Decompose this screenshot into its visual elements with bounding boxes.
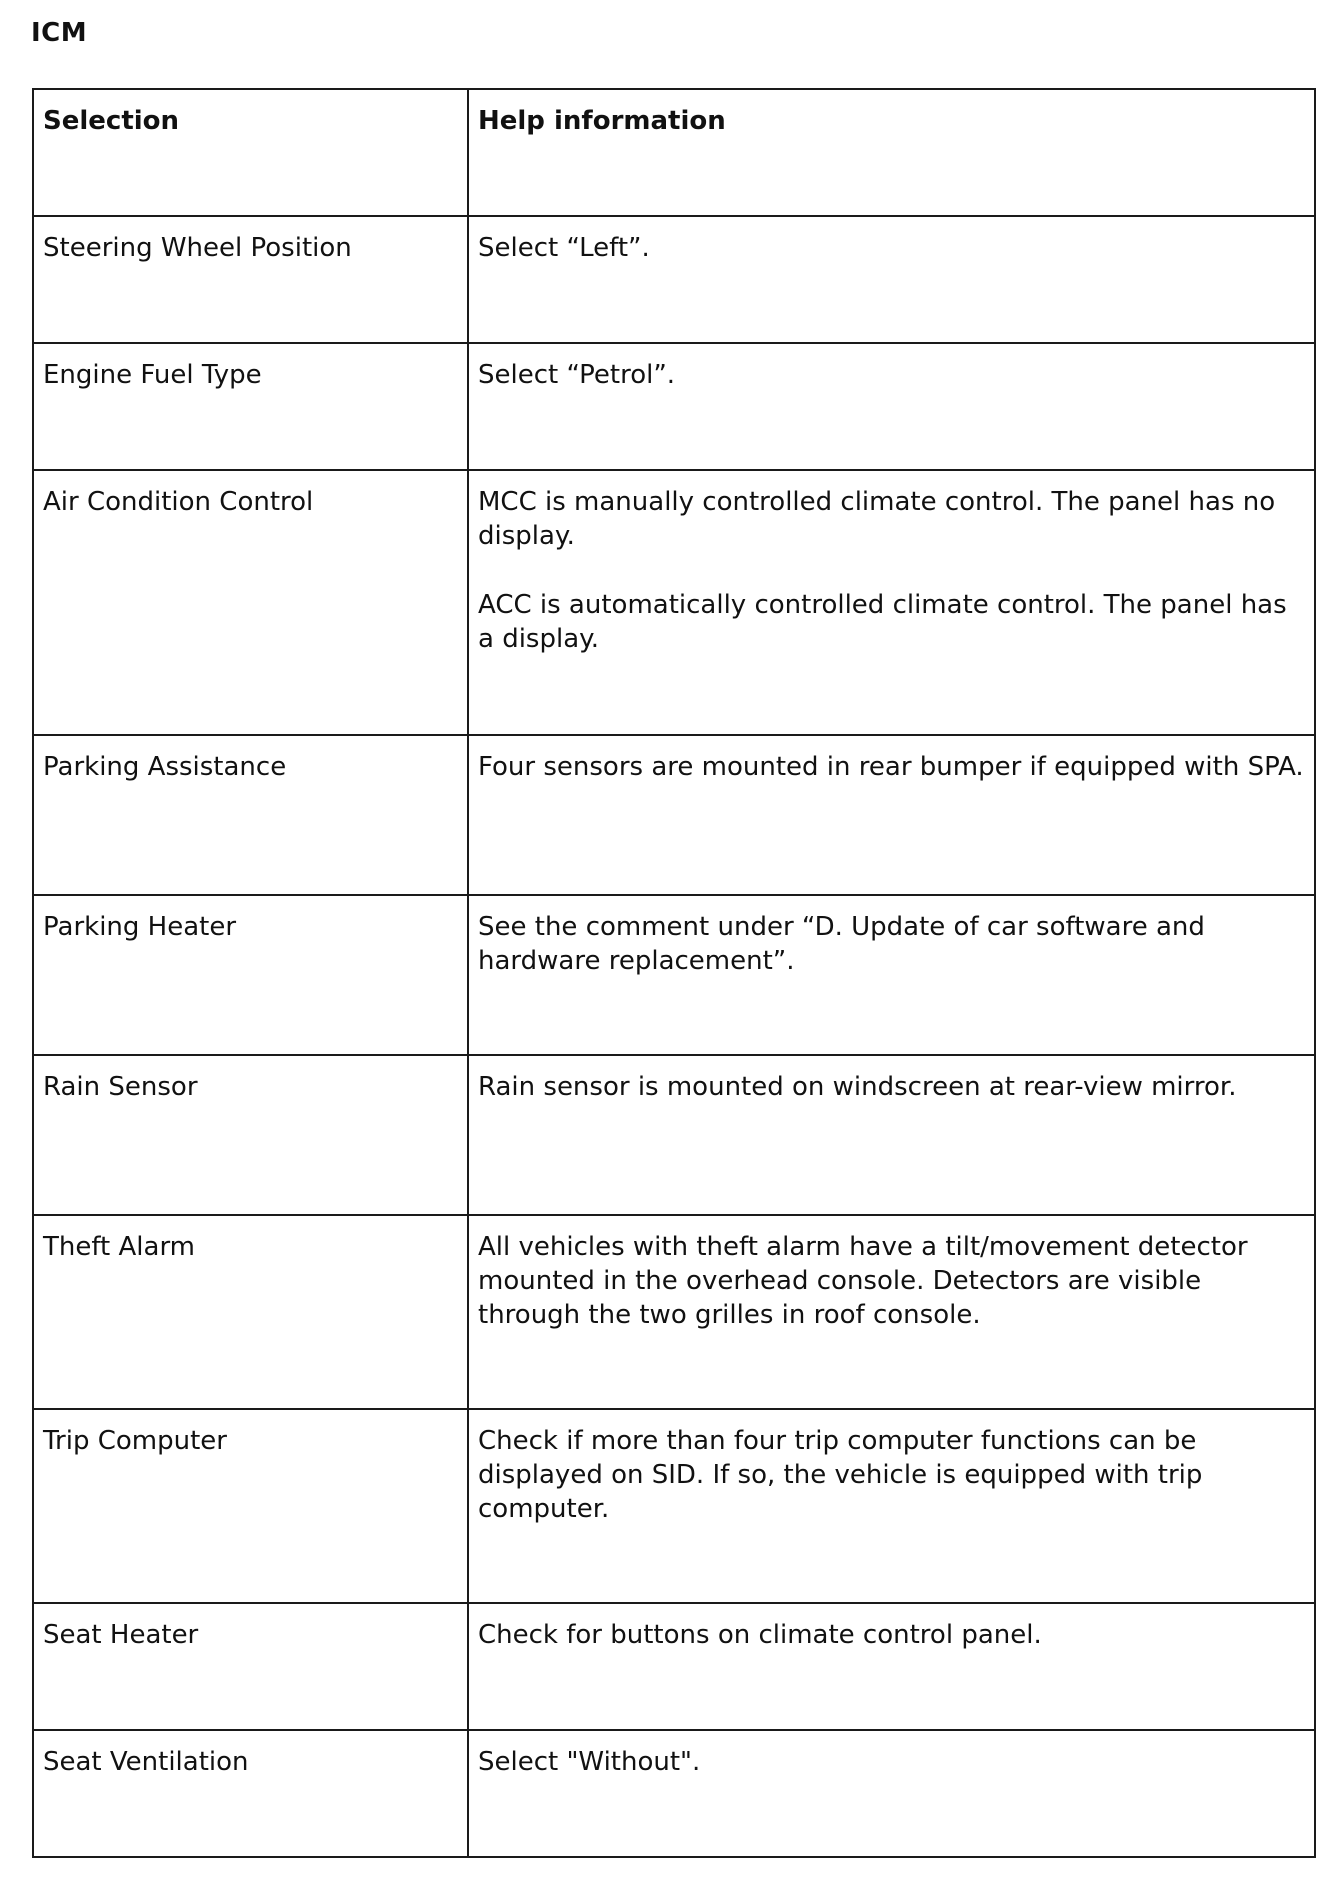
selection-cell: Parking Assistance (33, 735, 468, 895)
selection-cell: Seat Heater (33, 1603, 468, 1730)
table-row (33, 1409, 1315, 1603)
selection-cell: Parking Heater (33, 895, 468, 1055)
help-cell (468, 895, 1315, 1055)
selection-cell: Theft Alarm (33, 1215, 468, 1409)
help-cell (468, 735, 1315, 895)
document-title: ICM (31, 18, 88, 48)
selection-cell: Engine Fuel Type (33, 343, 468, 470)
table-row (33, 735, 1315, 895)
help-cell (468, 1603, 1315, 1730)
table-header-row (33, 89, 1315, 216)
selection-cell: Trip Computer (33, 1409, 468, 1603)
selection-help-table (32, 88, 1316, 1858)
help-cell (468, 1730, 1315, 1857)
help-text: Select "Without". (478, 1747, 701, 1777)
table-row (33, 1730, 1315, 1857)
help-cell (468, 1215, 1315, 1409)
selection-column-header: Selection (33, 89, 468, 216)
help-text: Four sensors are mounted in rear bumper if equipped with SPA. (478, 752, 1304, 782)
selection-cell: Rain Sensor (33, 1055, 468, 1215)
table-row (33, 470, 1315, 735)
table-row (33, 1603, 1315, 1730)
selection-cell: Seat Ventilation (33, 1730, 468, 1857)
help-text: Select “Petrol”. (478, 360, 676, 390)
table-row (33, 1215, 1315, 1409)
help-cell (468, 1409, 1315, 1603)
table-row (33, 216, 1315, 343)
help-text: Check if more than four trip computer functions can be displayed on SID. If so, the vehicle is equipped with trip computer. (478, 1426, 1203, 1524)
table-row (33, 1055, 1315, 1215)
help-text: All vehicles with theft alarm have a tilt/movement detector mounted in the overhead console. Detectors are visible through the two grilles in roof console. (478, 1232, 1248, 1330)
help-cell (468, 1055, 1315, 1215)
help-cell (468, 216, 1315, 343)
help-text: See the comment under “D. Update of car software and hardware replacement”. (478, 912, 1205, 976)
help-text: Check for buttons on climate control panel. (478, 1620, 1042, 1650)
selection-cell: Steering Wheel Position (33, 216, 468, 343)
help-text: ACC is automatically controlled climate control. The panel has a display. (478, 590, 1287, 654)
help-text: MCC is manually controlled climate control. The panel has no display. (478, 487, 1276, 551)
help-cell (468, 343, 1315, 470)
table-row (33, 343, 1315, 470)
help-cell (468, 470, 1315, 735)
help-column-header: Help information (468, 89, 1315, 216)
help-text: Rain sensor is mounted on windscreen at rear-view mirror. (478, 1072, 1237, 1102)
selection-cell: Air Condition Control (33, 470, 468, 735)
help-text: Select “Left”. (478, 233, 650, 263)
table-row (33, 895, 1315, 1055)
